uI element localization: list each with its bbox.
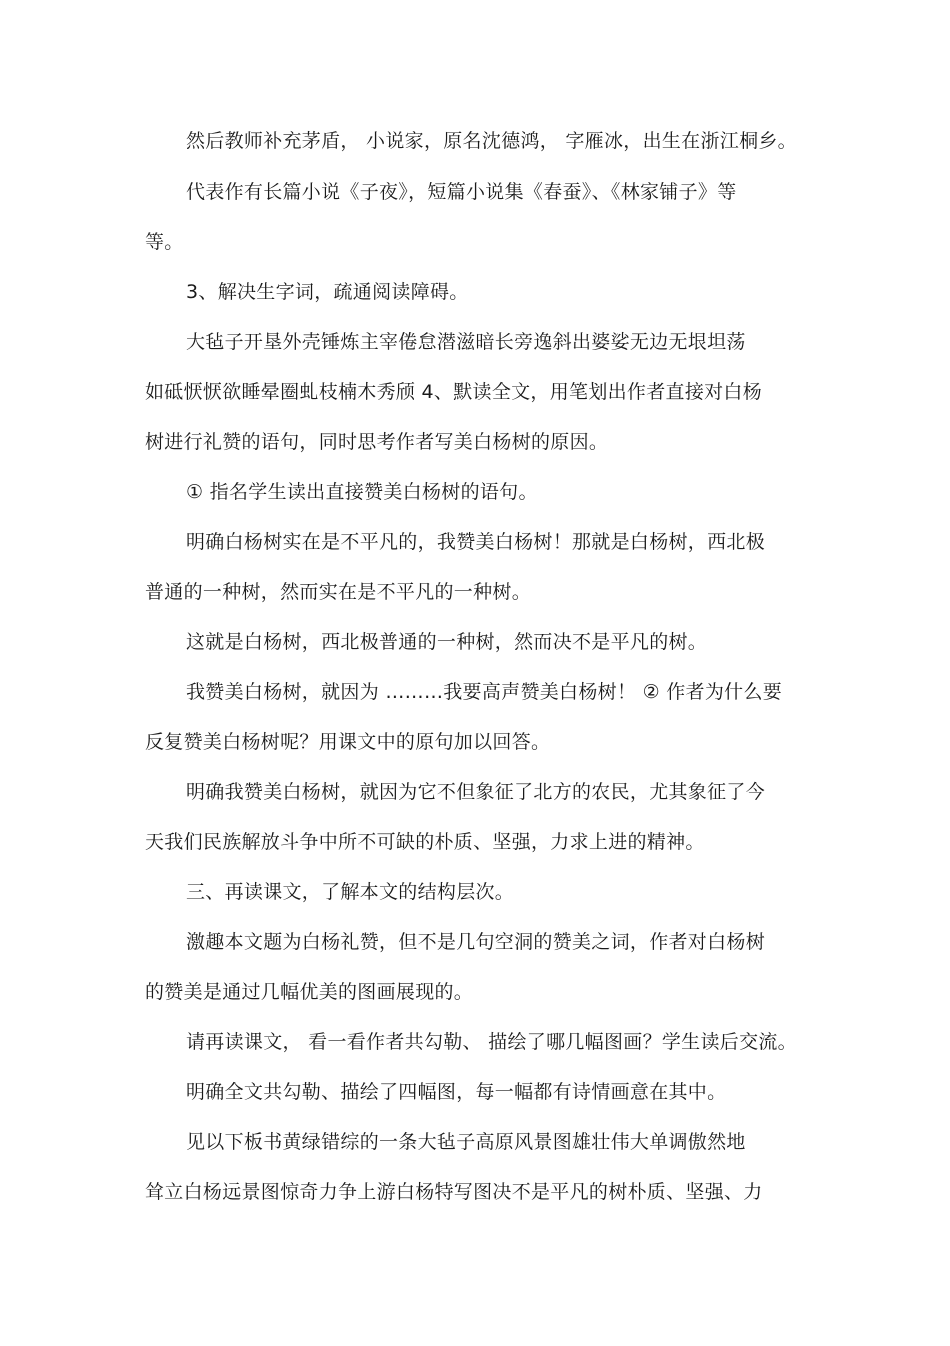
text-line: 我赞美白杨树，就因为 ………我要高声赞美白杨树！ ② 作者为什么要 <box>186 681 783 703</box>
text-line: 激趣本文题为白杨礼赞，但不是几句空洞的赞美之词，作者对白杨树 <box>186 931 766 953</box>
text-line: 反复赞美白杨树呢？用课文中的原句加以回答。 <box>145 731 551 753</box>
text-line: 耸立白杨远景图惊奇力争上游白杨特写图决不是平凡的树朴质、坚强、力 <box>145 1181 763 1203</box>
text-line: 明确我赞美白杨树，就因为它不但象征了北方的农民，尤其象征了今 <box>186 781 766 803</box>
text-line: 等。 <box>145 231 184 253</box>
text-line: ① 指名学生读出直接赞美白杨树的语句。 <box>186 481 538 503</box>
text-line: 明确白杨树实在是不平凡的，我赞美白杨树！那就是白杨树，西北极 <box>186 531 766 553</box>
text-line: 见以下板书黄绿错综的一条大毡子高原风景图雄壮伟大单调傲然地 <box>186 1131 746 1153</box>
text-line: 这就是白杨树，西北极普通的一种树，然而决不是平凡的树。 <box>186 631 708 653</box>
text-line: 然后教师补充茅盾， 小说家，原名沈德鸿， 字雁冰，出生在浙江桐乡。 <box>186 130 797 152</box>
text-line: 明确全文共勾勒、描绘了四幅图，每一幅都有诗情画意在其中。 <box>186 1081 727 1103</box>
text-line: 三、再读课文，了解本文的结构层次。 <box>186 881 515 903</box>
text-line: 普通的一种树，然而实在是不平凡的一种树。 <box>145 581 532 603</box>
text-line: 树进行礼赞的语句，同时思考作者写美白杨树的原因。 <box>145 431 609 453</box>
text-line: 大毡子开垦外壳锤炼主宰倦怠潜滋暗长旁逸斜出婆娑无边无垠坦荡 <box>186 331 746 353</box>
text-line: 代表作有长篇小说《子夜》，短篇小说集《春蚕》、《林家铺子》等 <box>186 181 737 203</box>
text-line: 如砥恹恹欲睡晕圈虬枝楠木秀颀 4、默读全文，用笔划出作者直接对白杨 <box>145 381 763 403</box>
text-line: 天我们民族解放斗争中所不可缺的朴质、坚强，力求上进的精神。 <box>145 831 705 853</box>
text-line: 3、解决生字词，疏通阅读障碍。 <box>186 281 469 303</box>
text-line: 的赞美是通过几幅优美的图画展现的。 <box>145 981 474 1003</box>
text-line: 请再读课文， 看一看作者共勾勒、 描绘了哪几幅图画？学生读后交流。 <box>186 1031 797 1053</box>
